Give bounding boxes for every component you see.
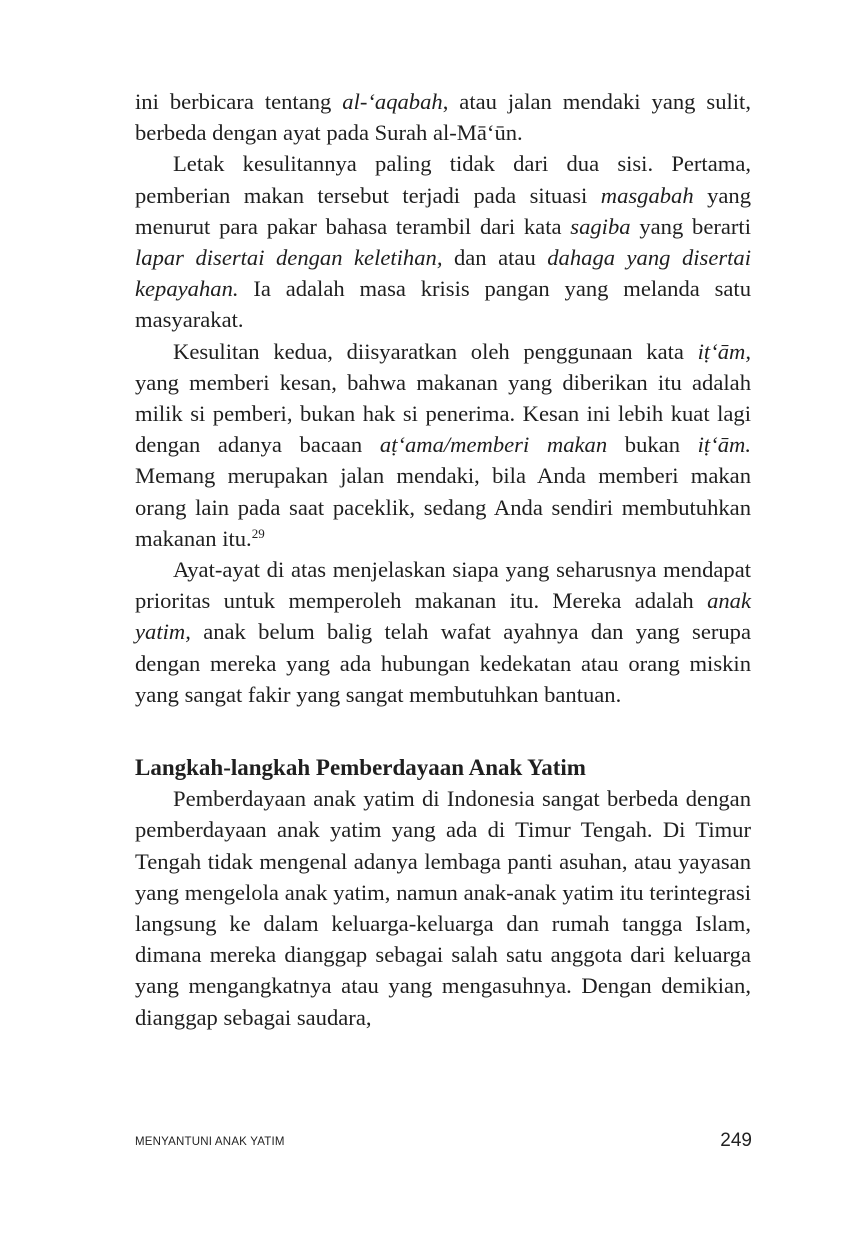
- text-segment: yang berarti: [630, 213, 751, 239]
- text-segment: yang memberi kesan, bahwa makanan yang diberikan itu adalah milik si pemberi, bukan hak si penerima. Kesan ini lebih kuat lagi dengan adanya bacaan: [135, 369, 751, 458]
- text-segment: Kesulitan kedua, diisyaratkan oleh penggunaan kata: [173, 338, 698, 364]
- text-segment: Ia adalah masa krisis pangan yang melanda satu masyarakat.: [135, 276, 751, 333]
- text-segment: Letak kesulitannya paling tidak dari dua sisi. Pertama, pemberian makan tersebut terjadi pada situasi: [135, 151, 751, 208]
- text-segment: Ayat-ayat di atas menjelaskan siapa yang seharusnya mendapat prioritas untuk memperoleh makanan itu. Mereka adalah: [135, 557, 751, 614]
- paragraph-2: [135, 148, 751, 335]
- text-segment: Memang merupakan jalan mendaki, bila Anda memberi makan orang lain pada saat paceklik, sedang Anda sendiri membutuhkan makanan itu.: [135, 463, 751, 551]
- italic-term: lapar disertai dengan keletihan,: [135, 245, 443, 271]
- text-segment: ini berbicara tentang: [135, 89, 343, 114]
- running-footer-title: MENYANTUNI ANAK YATIM: [135, 1136, 285, 1148]
- paragraph-3: [135, 336, 751, 554]
- text-segment: dan atau: [442, 245, 548, 271]
- paragraph-4: [135, 554, 751, 710]
- paragraph-5: [135, 783, 751, 1033]
- italic-term: al-‘aqabah: [342, 89, 443, 114]
- text-segment: anak belum balig telah wafat ayahnya dan yang serupa dengan mereka yang ada hubungan kedekatan atau orang miskin yang sangat fakir yang sangat membutuhkan bantuan.: [135, 619, 751, 707]
- italic-term: iṭ‘ām,: [697, 338, 751, 364]
- footnote-reference[interactable]: 29: [251, 525, 265, 541]
- page-number: 249: [720, 1130, 752, 1151]
- italic-term: dahaga yang disertai kepayahan.: [135, 245, 751, 302]
- italic-term: sagiba: [570, 213, 631, 239]
- text-segment: bukan: [607, 432, 698, 458]
- paragraph-1: [135, 86, 751, 148]
- italic-term: anak yatim,: [135, 588, 751, 645]
- italic-term: masgabah: [600, 182, 694, 208]
- text-segment: Pemberdayaan anak yatim di Indonesia sangat berbeda dengan pemberdayaan anak yatim yang ada di Timur Tengah. Di Timur Tengah tidak mengenal adanya lembaga panti asuhan, atau yayasan yang mengelola anak yatim, namun anak-anak yatim itu terintegrasi langsung ke dalam keluarga-keluarga dan rumah tangga Islam, dimana mereka dianggap sebagai salah satu anggota dari keluarga yang mengangkatnya atau yang mengasuhnya. Dengan demikian, dianggap sebagai saudara,: [135, 786, 751, 1030]
- text-segment: yang menurut para pakar bahasa terambil dari kata: [135, 182, 751, 239]
- page-body: [135, 86, 751, 1033]
- section-heading: Langkah-langkah Pemberdayaan Anak Yatim: [135, 755, 586, 781]
- text-segment: , atau jalan mendaki yang sulit, berbeda dengan ayat pada Surah al-Mā‘ūn.: [135, 89, 751, 146]
- italic-term: aṭ‘ama/memberi makan: [379, 432, 608, 458]
- italic-term: iṭ‘ām.: [697, 432, 751, 458]
